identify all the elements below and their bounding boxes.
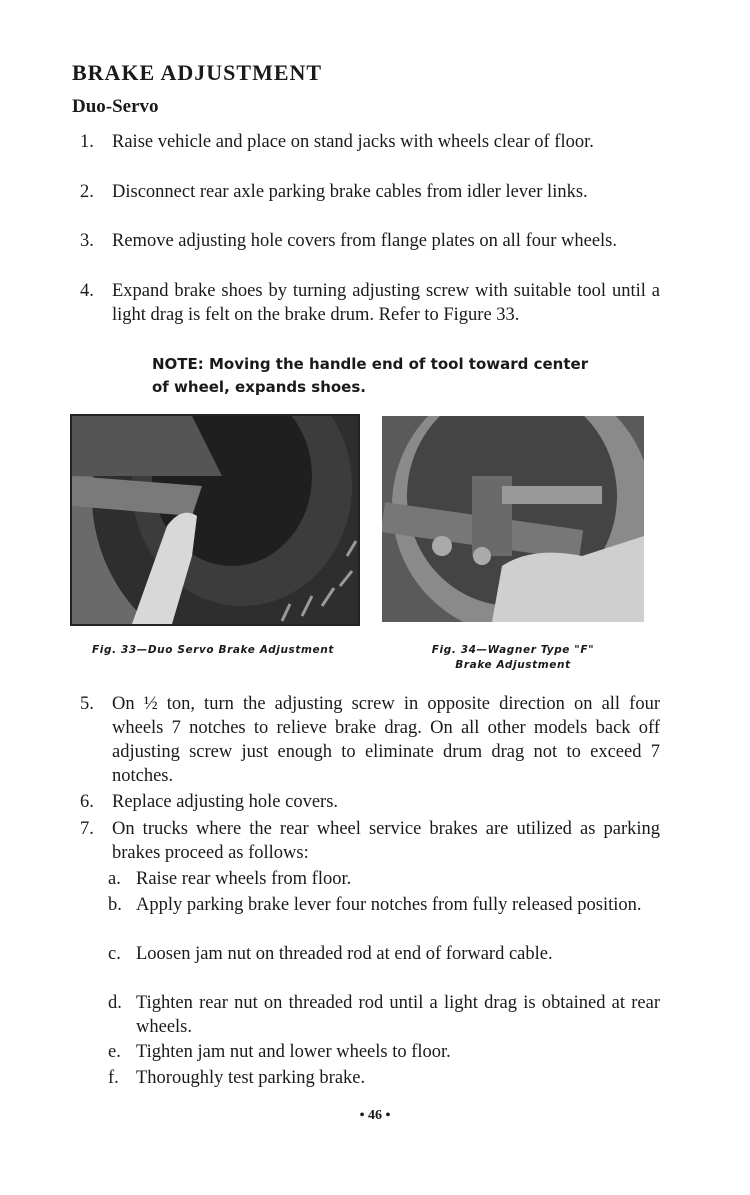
step-number: 1. <box>80 132 94 152</box>
figure-33-photo <box>70 414 360 626</box>
step-3 <box>80 229 660 253</box>
figure-34-caption-line2: Brake Adjustment <box>455 659 571 671</box>
step-text: Disconnect rear axle parking brake cables from idler lever links. <box>112 182 588 202</box>
step-5 <box>80 692 660 788</box>
brake-wheel-photo-icon <box>72 416 358 624</box>
step-6 <box>80 790 660 814</box>
step-text: Raise vehicle and place on stand jacks with wheels clear of floor. <box>112 132 594 152</box>
step-number: 7. <box>80 819 94 839</box>
substep-letter: c. <box>108 944 121 964</box>
step-number: 6. <box>80 792 94 812</box>
step-2 <box>80 180 660 204</box>
substep-c <box>108 942 660 966</box>
figure-34-photo <box>382 416 644 622</box>
figure-33-caption: Fig. 33—Duo Servo Brake Adjustment <box>92 644 334 656</box>
section-subtitle: Duo-Servo <box>72 96 159 117</box>
step-number: 5. <box>80 694 94 714</box>
substep-text: Raise rear wheels from floor. <box>136 869 352 889</box>
substep-text: Apply parking brake lever four notches from fully released position. <box>136 895 642 915</box>
note-text: NOTE: Moving the handle end of tool toward center of wheel, expands shoes. <box>152 355 589 396</box>
substep-d <box>108 991 660 1039</box>
page-number: • 46 • <box>359 1108 391 1123</box>
step-number: 2. <box>80 182 94 202</box>
substep-a <box>108 867 660 891</box>
substep-letter: b. <box>108 895 122 915</box>
figure-34-caption-line1: Fig. 34—Wagner Type "F" <box>431 644 595 656</box>
substep-letter: e. <box>108 1042 121 1062</box>
substep-letter: f. <box>108 1068 119 1088</box>
substep-letter: d. <box>108 993 122 1013</box>
step-4 <box>80 279 660 327</box>
step-1 <box>80 130 660 154</box>
figure-34-caption <box>382 643 644 673</box>
step-text: On trucks where the rear wheel service brakes are utilized as parking brakes proceed as follows: <box>112 819 660 863</box>
substep-b <box>108 893 660 917</box>
substep-text: Loosen jam nut on threaded rod at end of forward cable. <box>136 944 553 964</box>
substep-f <box>108 1066 660 1090</box>
page-title: BRAKE ADJUSTMENT <box>72 60 323 85</box>
substep-text: Thoroughly test parking brake. <box>136 1068 366 1088</box>
step-text: Expand brake shoes by turning adjusting screw with suitable tool until a light drag is felt on the brake drum. Refer to Figure 33. <box>112 281 660 325</box>
step-7 <box>80 817 660 865</box>
substep-e <box>108 1040 660 1064</box>
substep-text: Tighten rear nut on threaded rod until a light drag is obtained at rear wheels. <box>136 993 660 1037</box>
wagner-brake-photo-icon <box>382 416 644 622</box>
step-text: Remove adjusting hole covers from flange plates on all four wheels. <box>112 231 618 251</box>
substep-text: Tighten jam nut and lower wheels to floor. <box>136 1042 451 1062</box>
step-text: Replace adjusting hole covers. <box>112 792 339 812</box>
step-number: 3. <box>80 231 94 251</box>
step-number: 4. <box>80 281 94 301</box>
step-text: On ½ ton, turn the adjusting screw in opposite direction on all four wheels 7 notches to relieve brake drag. On all other models back off adjusting screw just enough to eliminate drum drag not to exceed 7 notches. <box>112 694 660 786</box>
substep-letter: a. <box>108 869 121 889</box>
